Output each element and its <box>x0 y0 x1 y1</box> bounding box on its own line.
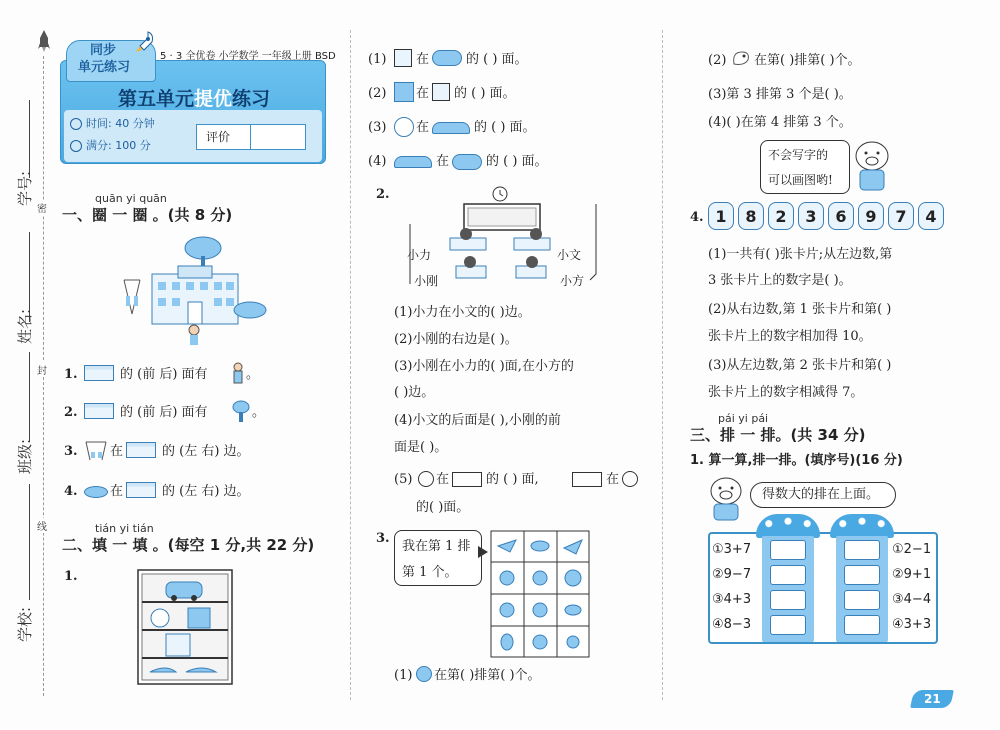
time-text: 时间: 40 分钟 <box>86 117 155 130</box>
evaluation-divider <box>250 124 251 150</box>
sec2-q1-num: 1. <box>64 569 78 584</box>
center-fold <box>350 30 351 700</box>
answer-slot-right-4[interactable] <box>844 615 880 635</box>
mid-q1-1-c: 的 ( ) 面。 <box>466 52 528 67</box>
sec1-item4-num: 4. <box>64 484 78 499</box>
mid-q1-4-c: 的 ( ) 面。 <box>486 154 548 169</box>
alarm-clock-icon <box>394 117 414 137</box>
number-card: 4 <box>918 202 944 230</box>
unit-title-post: 练习 <box>232 88 271 110</box>
mid-q1-2-b: 在 <box>416 86 430 101</box>
sec1-item4-text: 的 (左 右) 边。 <box>162 484 250 499</box>
sec1-item1-num: 1. <box>64 367 78 382</box>
sec2-pinyin: tián yi tián <box>95 522 154 535</box>
xuehao-line <box>29 100 30 178</box>
answer-slot-left-2[interactable] <box>770 565 806 585</box>
rocket-icon <box>134 30 156 58</box>
unit-title-pre: 第五单元 <box>118 88 195 110</box>
mid-q2-line5: (4)小文的后面是( ),小刚的前 <box>394 413 561 428</box>
mid-q2-line3: (3)小刚在小力的( )面,在小方的 <box>394 359 574 374</box>
mid-q1-2-num: (2) <box>368 86 387 101</box>
mi-mark: 密 <box>37 200 47 215</box>
right-expr-2: ②9+1 <box>892 567 932 582</box>
badge-line2: 单元练习 <box>78 60 131 75</box>
seat-xiaogang: 小刚 <box>414 274 439 288</box>
sec1-item2-num: 2. <box>64 405 78 420</box>
sec1-item4-pre: 在 <box>110 484 124 499</box>
sec3-title: 三、排 一 排。(共 34 分) <box>690 426 866 444</box>
shelf <box>136 568 234 686</box>
sec1-title: 一、圈 一 圈 。(共 8 分) <box>62 206 233 224</box>
mid-q2-line4: ( )边。 <box>394 385 435 400</box>
xingming-label: 姓名: <box>16 308 34 344</box>
mid-q3-1-text: 在第( )排第( )个。 <box>434 668 541 683</box>
mid-q2-5-c: 的 ( ) 面, <box>486 472 539 487</box>
speech-bubble-tail <box>478 546 488 558</box>
evaluation-field[interactable] <box>252 126 304 148</box>
school-building-icon <box>126 442 156 458</box>
seat-xiaofang: 小方 <box>560 274 585 288</box>
mid-q1-4-b: 在 <box>436 154 450 169</box>
mid-q3-1-num: (1) <box>394 668 413 683</box>
swing-icon <box>84 440 108 460</box>
sec2-title: 二、填 一 填 。(每空 1 分,共 22 分) <box>62 536 315 554</box>
answer-slot-right-1[interactable] <box>844 540 880 560</box>
sec1-item2-end: 。 <box>252 405 266 420</box>
sec3-q1: 1. 算一算,排一排。(填序号)(16 分) <box>690 453 903 468</box>
number-card: 2 <box>768 202 794 230</box>
banji-label: 班级: <box>16 438 34 474</box>
right-fold <box>662 30 663 700</box>
right-q4-line4: 张卡片上的数字相加得 10。 <box>708 329 872 344</box>
mid-q3-num: 3. <box>376 531 390 546</box>
book-icon <box>432 83 450 101</box>
mid-q1-4-num: (4) <box>368 154 387 169</box>
answer-slot-left-4[interactable] <box>770 615 806 635</box>
xuexiao-line <box>29 484 30 600</box>
banji-line <box>29 352 30 442</box>
school-building-icon <box>84 403 114 419</box>
number-card: 9 <box>858 202 884 230</box>
left-expr-1: ①3+7 <box>712 542 752 557</box>
answer-slot-right-3[interactable] <box>844 590 880 610</box>
shoes-icon <box>394 156 432 168</box>
right-q4-line1: (1)一共有( )张卡片;从左边数,第 <box>708 247 893 262</box>
left-expr-3: ③4+3 <box>712 592 752 607</box>
pig2-bubble-text: 得数大的排在上面。 <box>762 487 880 502</box>
school-building-icon <box>84 365 114 381</box>
mid-q1-3-num: (3) <box>368 120 387 135</box>
right-q4-line3: (2)从右边数,第 1 张卡片和第( ) <box>708 302 892 317</box>
score-text: 满分: 100 分 <box>86 139 151 152</box>
answer-slot-right-2[interactable] <box>844 565 880 585</box>
answer-slot-left-1[interactable] <box>770 540 806 560</box>
right-q4-num: 4. <box>690 210 704 225</box>
wall-clock-icon <box>418 471 434 487</box>
child-icon <box>232 362 244 384</box>
sec1-item2-text: 的 (前 后) 面有 <box>120 405 208 420</box>
butterfly-icon <box>416 666 432 682</box>
mid-q1-1-b: 在 <box>416 52 430 67</box>
number-card: 7 <box>888 202 914 230</box>
sec3-pinyin: pái yi pái <box>718 412 769 425</box>
mid-q2-5-b: 在 <box>436 472 450 487</box>
right-expr-1: ①2−1 <box>892 542 932 557</box>
right-q3-2-num: (2) <box>708 53 727 68</box>
unit-title <box>118 88 270 110</box>
sec1-item3-num: 3. <box>64 444 78 459</box>
mid-q2-5-e: 的( )面。 <box>416 500 470 515</box>
clock-icon <box>70 118 82 130</box>
left-expr-4: ④8−3 <box>712 617 752 632</box>
xian-mark: 线 <box>37 518 47 533</box>
number-card: 3 <box>798 202 824 230</box>
mushroom-cap-right <box>830 514 894 538</box>
mid-q2-line1: (1)小力在小文的( )边。 <box>394 305 531 320</box>
mid-q2-5-d: 在 <box>606 472 620 487</box>
mid-q1-2-c: 的 ( ) 面。 <box>454 86 516 101</box>
mid-q1-3-b: 在 <box>416 120 430 135</box>
pig-mascot-2 <box>706 476 746 522</box>
squirrel-icon <box>730 48 752 68</box>
right-q4-line2: 3 张卡片上的数字是( )。 <box>708 273 852 288</box>
page-number: 21 <box>924 692 941 706</box>
right-expr-3: ③4−4 <box>892 592 932 607</box>
tree-icon <box>232 400 250 422</box>
number-card: 1 <box>708 202 734 230</box>
series-text: 5 · 3 全优卷 小学数学 一年级上册 BSD <box>160 51 336 62</box>
right-q3-2-text: 在第( )排第( )个。 <box>754 53 861 68</box>
mid-q2-line6: 面是( )。 <box>394 440 448 455</box>
bubble-line1: 我在第 1 排 <box>402 539 471 554</box>
mid-q1-1-num: (1) <box>368 52 387 67</box>
flowerbed-icon <box>84 486 108 498</box>
pig-mascot <box>852 140 892 194</box>
mid-q2-5-num: (5) <box>394 472 413 487</box>
school-building-icon <box>126 482 156 498</box>
sec1-item1-end: 。 <box>246 367 260 382</box>
answer-slot-left-3[interactable] <box>770 590 806 610</box>
mid-q2-line2: (2)小刚的右边是( )。 <box>394 332 518 347</box>
sec1-item3-pre: 在 <box>110 444 124 459</box>
toy-car-icon <box>432 50 462 66</box>
unit-title-highlight: 提优 <box>194 88 233 110</box>
number-card: 8 <box>738 202 764 230</box>
number-card: 6 <box>828 202 854 230</box>
sec1-item1-text: 的 (前 后) 面有 <box>120 367 208 382</box>
right-q4-line6: 张卡片上的数字相减得 7。 <box>708 385 864 400</box>
xuehao-label: 学号: <box>16 170 34 206</box>
seat-xiaoli: 小力 <box>407 248 432 262</box>
blackboard-icon <box>572 472 602 487</box>
toy-car-icon <box>452 154 482 170</box>
right-q4-line5: (3)从左边数,第 2 张卡片和第( ) <box>708 358 892 373</box>
check-icon <box>70 140 82 152</box>
gift-box-icon <box>394 82 414 102</box>
shoes-icon <box>432 122 470 134</box>
binding-rocket-icon <box>38 30 50 52</box>
left-expr-2: ②9−7 <box>712 567 752 582</box>
wall-clock-icon <box>622 471 638 487</box>
number-cards <box>708 202 948 232</box>
clock-box-icon <box>394 49 412 67</box>
school-scene <box>118 236 268 346</box>
badge-line1: 同步 <box>90 43 117 58</box>
right-q3-3: (3)第 3 排第 3 个是( )。 <box>708 87 852 102</box>
right-q3-4: (4)( )在第 4 排第 3 个。 <box>708 115 852 130</box>
blackboard-icon <box>452 472 482 487</box>
sec1-item3-text: 的 (左 右) 边。 <box>162 444 250 459</box>
seat-xiaowen: 小文 <box>557 248 582 262</box>
mid-q2-num: 2. <box>376 187 390 202</box>
right-expr-4: ④3+3 <box>892 617 932 632</box>
animal-grid <box>490 530 590 658</box>
evaluation-label: 评价 <box>206 130 231 144</box>
xuexiao-label: 学校: <box>16 606 34 642</box>
pig-bubble-line2: 可以画图哟! <box>768 173 833 187</box>
bubble-line2: 第 1 个。 <box>402 565 458 580</box>
pig-bubble-line1: 不会写字的 <box>768 148 829 162</box>
mushroom-cap-left <box>756 514 820 538</box>
mid-q1-3-c: 的 ( ) 面。 <box>474 120 536 135</box>
sec1-pinyin: quān yi quān <box>95 192 167 205</box>
feng-mark: 封 <box>37 362 47 377</box>
